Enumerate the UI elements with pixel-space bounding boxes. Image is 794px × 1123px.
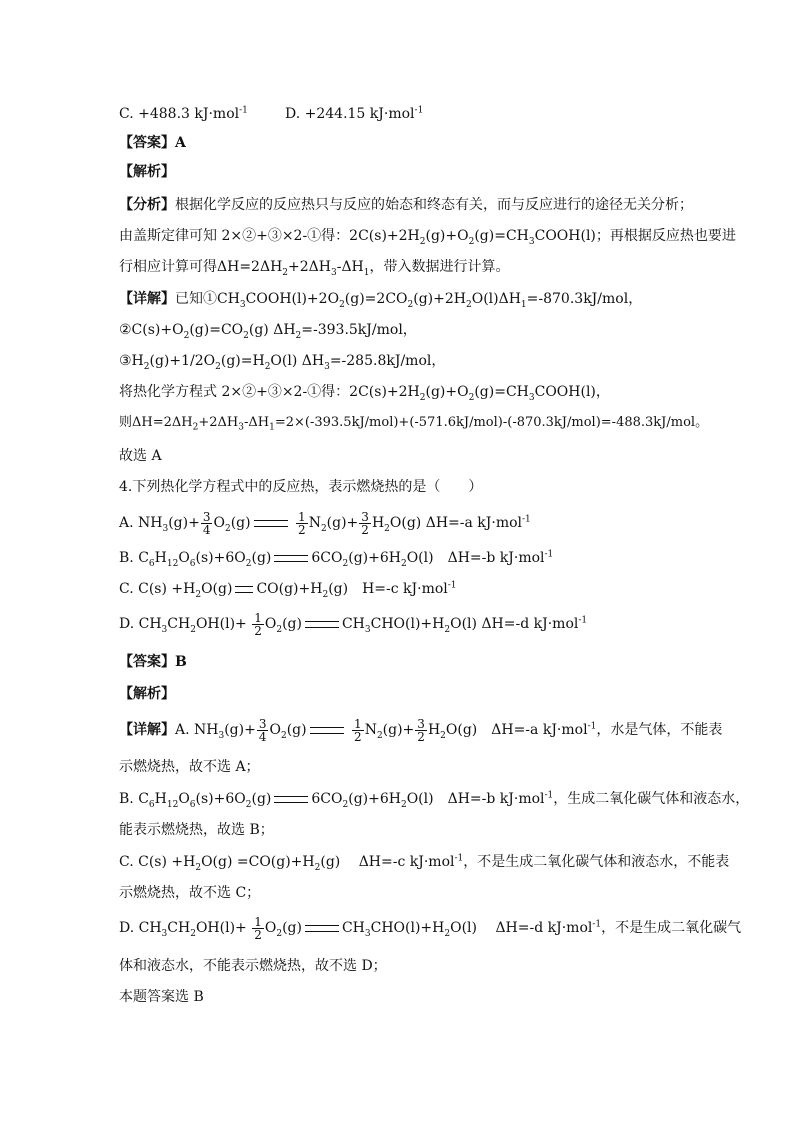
q4-final-answer: 本题答案选 B — [119, 989, 204, 1005]
q4-option-d: D. $CH_3CH_2OH(l)+$ $\frac{1}{2}$ $O_2(g)$ $CH_3CHO(l)+H_2O(l)$ ΔH=-d kJ·mol$^{-1}$ — [119, 610, 588, 638]
q4-answer-label: 【答案】B — [119, 654, 187, 670]
q3-analysis-label: 【解析】 — [119, 164, 175, 180]
q3-xiangjie-line-1: 【详解】已知$①CH_3COOH(l)+2O_2(g)=2CO_2(g)+2H_2O(l)\Delta H_1=-870.3kJ$/mol， — [119, 291, 643, 310]
q4-detail-d-line-1: D. $CH_3CH_2OH(l)+$ $\frac{1}{2}$ $O_2(g)$ $CH_3CHO(l)+H_2O(l)$ ΔH=-d kJ·mol$^{-1}$，不是生成二氧化碳气 — [119, 914, 742, 942]
q4-option-a: A. $NH_3(g)+$ $\frac{3}{4}$ $O_2(g)$ $\frac{1}{2}$ $N_2(g)+$ $\frac{3}{2}$ $H_2O(g)$ ΔH=-a kJ·mol$^{-1}$ — [119, 509, 531, 537]
q4-option-c: C. $C(s) +H_2O(g)$ $CO(g)+H_2(g)$ H=-c kJ·mol$^{-1}$ — [119, 580, 457, 600]
q3-fenxi-line-1: 【分析】根据化学反应的反应热只与反应的始态和终态有关，而与反应进行的途径无关分析； — [119, 197, 693, 213]
q4-detail-d-line-2: 体和液态水，不能表示燃烧热，故不选 D； — [119, 958, 387, 974]
q3-fenxi-line-2: 由盖斯定律可知 2×②+③×2-①得：$2C(s)+2H_2(g)+O_2(g)=CH_3COOH(l)$；再根据反应热也要进 — [119, 228, 736, 247]
q4-stem: 4.下列热化学方程式中的反应热，表示燃烧热的是（ ） — [119, 479, 483, 495]
q3-xiangjie-line-2: $②C(s)+O_2(g)=CO_2(g)$ $\Delta H_2=-393.5kJ$/mol， — [119, 322, 417, 341]
q3-fenxi-line-3: 行相应计算可得$\Delta H=2\Delta H_2+2\Delta H_3-\Delta H_1$，带入数据进行计算。 — [119, 259, 510, 278]
q3-xiangjie-line-4: 将热化学方程式 2×②+③×2-①得：$2C(s)+2H_2(g)+O_2(g)=CH_3COOH(l)$， — [119, 384, 610, 403]
q4-analysis-label: 【解析】 — [119, 686, 175, 702]
q3-xiangjie-line-5: 则$\Delta H=2\Delta H_2+2\Delta H_3-\Delta H_1=2\times(-393.5kJ/mol)+(-571.6kJ/mol)-(-870.3kJ/mol)=-488.3kJ$/mol。 — [119, 415, 709, 433]
q4-detail-a-line-2: 示燃烧热，故不选 A； — [119, 759, 260, 775]
q3-answer-label: 【答案】A — [119, 135, 186, 151]
q4-detail-b-line-2: 能表示燃烧热，故选 B； — [119, 822, 274, 838]
q4-detail-a-line-1: 【详解】A. $NH_3(g)+$ $\frac{3}{4}$ $O_2(g)$ $\frac{1}{2}$ $N_2(g)+$ $\frac{3}{2}$ $H_2O(g)$ ΔH=-a kJ·mol$^{-1}$，水是气体，不能表 — [119, 716, 723, 744]
q3-option-d: D. +244.15 kJ·mol$^{-1}$ — [285, 105, 424, 122]
q4-detail-b-line-1: B. $C_6H_{12}O_6(s)+6O_2(g)$ $6CO_2(g)+6H_2O(l)$ ΔH=-b kJ·mol$^{-1}$，生成二氧化碳气体和液态水， — [119, 790, 750, 810]
q3-option-c: C. +488.3 kJ·mol$^{-1}$ — [119, 105, 248, 122]
q4-detail-c-line-2: 示燃烧热，故不选 C； — [119, 885, 261, 901]
q3-conclusion: 故选 A — [119, 448, 162, 464]
q3-xiangjie-line-3: $③H_2(g)+1/2O_2(g)=H_2O(l)$ $\Delta H_3=-285.8kJ$/mol， — [119, 353, 446, 372]
q4-detail-c-line-1: C. $C(s) +H_2O(g) =CO(g)+H_2(g)$ ΔH=-c kJ·mol$^{-1}$，不是生成二氧化碳气体和液态水，不能表 — [119, 853, 730, 873]
q4-option-b: B. $C_6H_{12}O_6(s)+6O_2(g)$ $6CO_2(g)+6H_2O(l)$ ΔH=-b kJ·mol$^{-1}$ — [119, 549, 554, 569]
